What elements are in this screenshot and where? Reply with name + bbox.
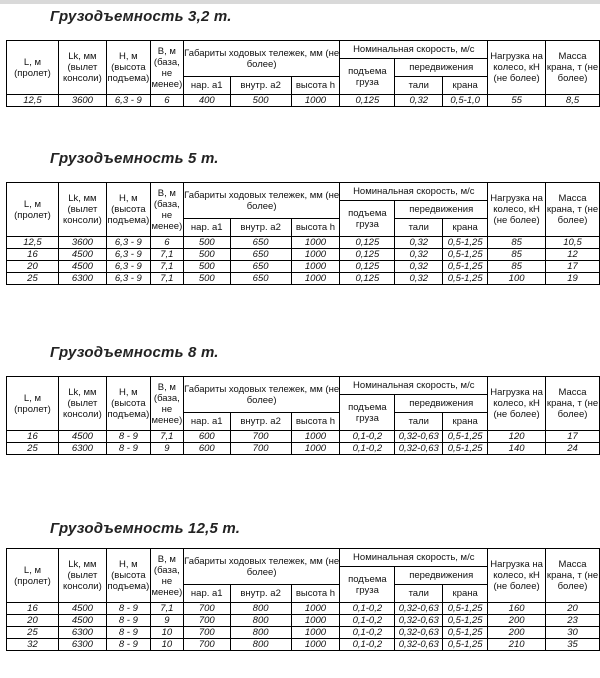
header-crane: крана — [443, 219, 488, 237]
cell-mass: 19 — [546, 273, 600, 285]
cell-B: 6 — [150, 95, 183, 107]
header-gabarity: Габариты ходовых тележек, мм (не более) — [183, 377, 340, 413]
cell-mass: 35 — [546, 639, 600, 651]
cell-lift: 0,1-0,2 — [340, 603, 395, 615]
header-vysota: высота h — [291, 585, 340, 603]
header-crane: крана — [443, 77, 488, 95]
cell-Lk: 4500 — [58, 249, 106, 261]
cell-nar: 700 — [183, 627, 230, 639]
spec-table — [6, 376, 600, 455]
cell-L: 32 — [7, 639, 59, 651]
cell-load: 140 — [488, 443, 546, 455]
header-nar: нар. а1 — [183, 219, 230, 237]
cell-mass: 17 — [546, 261, 600, 273]
header-vnutr: внутр. а2 — [230, 413, 291, 431]
table-row — [7, 443, 600, 455]
top-divider — [0, 0, 600, 4]
cell-hoist: 0,32 — [395, 273, 443, 285]
header-hoist: тали — [395, 413, 443, 431]
section-heading: Грузодъемность 3,2 т. — [50, 8, 232, 25]
cell-vnutr: 800 — [230, 615, 291, 627]
cell-H: 8 - 9 — [106, 431, 150, 443]
header-gabarity: Габариты ходовых тележек, мм (не более) — [183, 549, 340, 585]
section-heading: Грузодъемность 12,5 т. — [50, 520, 241, 537]
cell-L: 20 — [7, 615, 59, 627]
header-nar: нар. а1 — [183, 413, 230, 431]
cell-vnutr: 650 — [230, 249, 291, 261]
cell-nar: 500 — [183, 273, 230, 285]
header-mass: Масса крана, т (не более) — [546, 183, 600, 237]
header-speed: Номинальная скорость, м/с — [340, 549, 488, 567]
cell-nar: 600 — [183, 431, 230, 443]
header-L: L, м (пролет) — [7, 549, 59, 603]
cell-nar: 500 — [183, 249, 230, 261]
header-hoist: тали — [395, 585, 443, 603]
cell-load: 100 — [488, 273, 546, 285]
cell-L: 16 — [7, 249, 59, 261]
header-speed: Номинальная скорость, м/с — [340, 183, 488, 201]
cell-B: 7,1 — [150, 273, 183, 285]
table-row — [7, 639, 600, 651]
cell-lift: 0,125 — [340, 237, 395, 249]
cell-lift: 0,1-0,2 — [340, 443, 395, 455]
header-hoist: тали — [395, 219, 443, 237]
cell-mass: 12 — [546, 249, 600, 261]
cell-L: 25 — [7, 627, 59, 639]
cell-lift: 0,1-0,2 — [340, 615, 395, 627]
cell-Lk: 4500 — [58, 603, 106, 615]
cell-L: 12,5 — [7, 95, 59, 107]
cell-lift: 0,1-0,2 — [340, 639, 395, 651]
header-mass: Масса крана, т (не более) — [546, 377, 600, 431]
cell-nar: 500 — [183, 261, 230, 273]
cell-load: 200 — [488, 627, 546, 639]
cell-nar: 400 — [183, 95, 230, 107]
header-mass: Масса крана, т (не более) — [546, 549, 600, 603]
cell-B: 6 — [150, 237, 183, 249]
header-load: Нагрузка на колесо, кН (не более) — [488, 41, 546, 95]
header-gabarity: Габариты ходовых тележек, мм (не более) — [183, 41, 340, 77]
cell-hoist: 0,32 — [395, 261, 443, 273]
cell-H: 8 - 9 — [106, 603, 150, 615]
cell-crane: 0,5-1,25 — [443, 249, 488, 261]
cell-crane: 0,5-1,25 — [443, 603, 488, 615]
cell-lift: 0,1-0,2 — [340, 627, 395, 639]
spec-table — [6, 548, 600, 651]
cell-vysota: 1000 — [291, 431, 340, 443]
cell-vnutr: 650 — [230, 237, 291, 249]
table-row — [7, 603, 600, 615]
cell-H: 6,3 - 9 — [106, 261, 150, 273]
cell-vysota: 1000 — [291, 261, 340, 273]
header-vnutr: внутр. а2 — [230, 219, 291, 237]
cell-nar: 500 — [183, 237, 230, 249]
header-Lk: Lk, мм (вылет консоли) — [58, 549, 106, 603]
header-crane: крана — [443, 413, 488, 431]
cell-L: 25 — [7, 443, 59, 455]
header-L: L, м (пролет) — [7, 183, 59, 237]
cell-nar: 600 — [183, 443, 230, 455]
cell-B: 7,1 — [150, 249, 183, 261]
cell-vysota: 1000 — [291, 273, 340, 285]
cell-vnutr: 650 — [230, 273, 291, 285]
cell-hoist: 0,32-0,63 — [395, 639, 443, 651]
table-row — [7, 261, 600, 273]
cell-load: 120 — [488, 431, 546, 443]
cell-nar: 700 — [183, 615, 230, 627]
header-Lk: Lk, мм (вылет консоли) — [58, 183, 106, 237]
cell-H: 8 - 9 — [106, 639, 150, 651]
cell-mass: 23 — [546, 615, 600, 627]
cell-crane: 0,5-1,0 — [443, 95, 488, 107]
cell-L: 16 — [7, 603, 59, 615]
cell-lift: 0,1-0,2 — [340, 431, 395, 443]
header-vysota: высота h — [291, 413, 340, 431]
cell-B: 7,1 — [150, 261, 183, 273]
header-nar: нар. а1 — [183, 585, 230, 603]
header-move: передвижения — [395, 395, 488, 413]
section-heading: Грузодъемность 5 т. — [50, 150, 219, 167]
cell-crane: 0,5-1,25 — [443, 443, 488, 455]
spec-table — [6, 182, 600, 285]
cell-mass: 8,5 — [546, 95, 600, 107]
table-row — [7, 249, 600, 261]
header-move: передвижения — [395, 567, 488, 585]
header-lift: подъема груза — [340, 567, 395, 603]
cell-mass: 30 — [546, 627, 600, 639]
cell-B: 7,1 — [150, 603, 183, 615]
cell-crane: 0,5-1,25 — [443, 615, 488, 627]
header-vnutr: внутр. а2 — [230, 585, 291, 603]
cell-crane: 0,5-1,25 — [443, 237, 488, 249]
header-move: передвижения — [395, 201, 488, 219]
cell-B: 9 — [150, 443, 183, 455]
cell-load: 200 — [488, 615, 546, 627]
cell-vysota: 1000 — [291, 639, 340, 651]
header-speed: Номинальная скорость, м/с — [340, 41, 488, 59]
cell-lift: 0,125 — [340, 95, 395, 107]
cell-vnutr: 700 — [230, 431, 291, 443]
table-row — [7, 627, 600, 639]
cell-L: 12,5 — [7, 237, 59, 249]
header-Lk: Lk, мм (вылет консоли) — [58, 377, 106, 431]
cell-crane: 0,5-1,25 — [443, 273, 488, 285]
cell-load: 85 — [488, 261, 546, 273]
cell-Lk: 3600 — [58, 95, 106, 107]
cell-H: 6,3 - 9 — [106, 273, 150, 285]
header-load: Нагрузка на колесо, кН (не более) — [488, 549, 546, 603]
cell-crane: 0,5-1,25 — [443, 639, 488, 651]
cell-nar: 700 — [183, 603, 230, 615]
cell-load: 160 — [488, 603, 546, 615]
cell-mass: 24 — [546, 443, 600, 455]
cell-vysota: 1000 — [291, 615, 340, 627]
cell-Lk: 4500 — [58, 431, 106, 443]
table-row — [7, 431, 600, 443]
cell-B: 10 — [150, 639, 183, 651]
header-load: Нагрузка на колесо, кН (не более) — [488, 183, 546, 237]
table-row — [7, 237, 600, 249]
cell-vysota: 1000 — [291, 603, 340, 615]
header-H: H, м (высота подъема) — [106, 377, 150, 431]
header-B: B, м (база, не менее) — [150, 377, 183, 431]
cell-Lk: 6300 — [58, 627, 106, 639]
cell-vnutr: 500 — [230, 95, 291, 107]
cell-lift: 0,125 — [340, 261, 395, 273]
cell-L: 16 — [7, 431, 59, 443]
cell-H: 6,3 - 9 — [106, 237, 150, 249]
spec-table — [6, 40, 600, 107]
cell-load: 85 — [488, 237, 546, 249]
cell-B: 10 — [150, 627, 183, 639]
cell-hoist: 0,32-0,63 — [395, 615, 443, 627]
header-Lk: Lk, мм (вылет консоли) — [58, 41, 106, 95]
cell-vysota: 1000 — [291, 95, 340, 107]
cell-lift: 0,125 — [340, 249, 395, 261]
header-hoist: тали — [395, 77, 443, 95]
header-mass: Масса крана, т (не более) — [546, 41, 600, 95]
cell-vysota: 1000 — [291, 249, 340, 261]
header-crane: крана — [443, 585, 488, 603]
cell-H: 6,3 - 9 — [106, 95, 150, 107]
cell-mass: 10,5 — [546, 237, 600, 249]
cell-vysota: 1000 — [291, 627, 340, 639]
cell-Lk: 4500 — [58, 615, 106, 627]
cell-vnutr: 800 — [230, 627, 291, 639]
header-lift: подъема груза — [340, 395, 395, 431]
cell-Lk: 4500 — [58, 261, 106, 273]
cell-vysota: 1000 — [291, 237, 340, 249]
cell-lift: 0,125 — [340, 273, 395, 285]
cell-hoist: 0,32 — [395, 237, 443, 249]
header-load: Нагрузка на колесо, кН (не более) — [488, 377, 546, 431]
header-L: L, м (пролет) — [7, 377, 59, 431]
cell-L: 25 — [7, 273, 59, 285]
cell-Lk: 3600 — [58, 237, 106, 249]
cell-Lk: 6300 — [58, 273, 106, 285]
cell-H: 8 - 9 — [106, 627, 150, 639]
cell-nar: 700 — [183, 639, 230, 651]
header-H: H, м (высота подъема) — [106, 549, 150, 603]
table-row — [7, 95, 600, 107]
header-lift: подъема груза — [340, 59, 395, 95]
cell-hoist: 0,32-0,63 — [395, 603, 443, 615]
header-B: B, м (база, не менее) — [150, 549, 183, 603]
cell-mass: 17 — [546, 431, 600, 443]
cell-vnutr: 650 — [230, 261, 291, 273]
header-speed: Номинальная скорость, м/с — [340, 377, 488, 395]
header-L: L, м (пролет) — [7, 41, 59, 95]
section-heading: Грузодъемность 8 т. — [50, 344, 219, 361]
cell-B: 9 — [150, 615, 183, 627]
cell-vnutr: 800 — [230, 639, 291, 651]
cell-hoist: 0,32 — [395, 95, 443, 107]
header-lift: подъема груза — [340, 201, 395, 237]
cell-Lk: 6300 — [58, 639, 106, 651]
cell-vnutr: 700 — [230, 443, 291, 455]
cell-load: 55 — [488, 95, 546, 107]
cell-L: 20 — [7, 261, 59, 273]
header-H: H, м (высота подъема) — [106, 183, 150, 237]
cell-H: 6,3 - 9 — [106, 249, 150, 261]
cell-hoist: 0,32-0,63 — [395, 443, 443, 455]
cell-H: 8 - 9 — [106, 615, 150, 627]
cell-crane: 0,5-1,25 — [443, 627, 488, 639]
header-vnutr: внутр. а2 — [230, 77, 291, 95]
header-B: B, м (база, не менее) — [150, 41, 183, 95]
header-H: H, м (высота подъема) — [106, 41, 150, 95]
cell-crane: 0,5-1,25 — [443, 261, 488, 273]
cell-load: 210 — [488, 639, 546, 651]
cell-crane: 0,5-1,25 — [443, 431, 488, 443]
header-vysota: высота h — [291, 77, 340, 95]
cell-load: 85 — [488, 249, 546, 261]
cell-vnutr: 800 — [230, 603, 291, 615]
cell-Lk: 6300 — [58, 443, 106, 455]
cell-mass: 20 — [546, 603, 600, 615]
cell-hoist: 0,32-0,63 — [395, 431, 443, 443]
header-nar: нар. а1 — [183, 77, 230, 95]
header-B: B, м (база, не менее) — [150, 183, 183, 237]
cell-hoist: 0,32-0,63 — [395, 627, 443, 639]
cell-hoist: 0,32 — [395, 249, 443, 261]
table-row — [7, 273, 600, 285]
cell-H: 8 - 9 — [106, 443, 150, 455]
header-vysota: высота h — [291, 219, 340, 237]
cell-B: 7,1 — [150, 431, 183, 443]
cell-vysota: 1000 — [291, 443, 340, 455]
header-gabarity: Габариты ходовых тележек, мм (не более) — [183, 183, 340, 219]
table-row — [7, 615, 600, 627]
header-move: передвижения — [395, 59, 488, 77]
